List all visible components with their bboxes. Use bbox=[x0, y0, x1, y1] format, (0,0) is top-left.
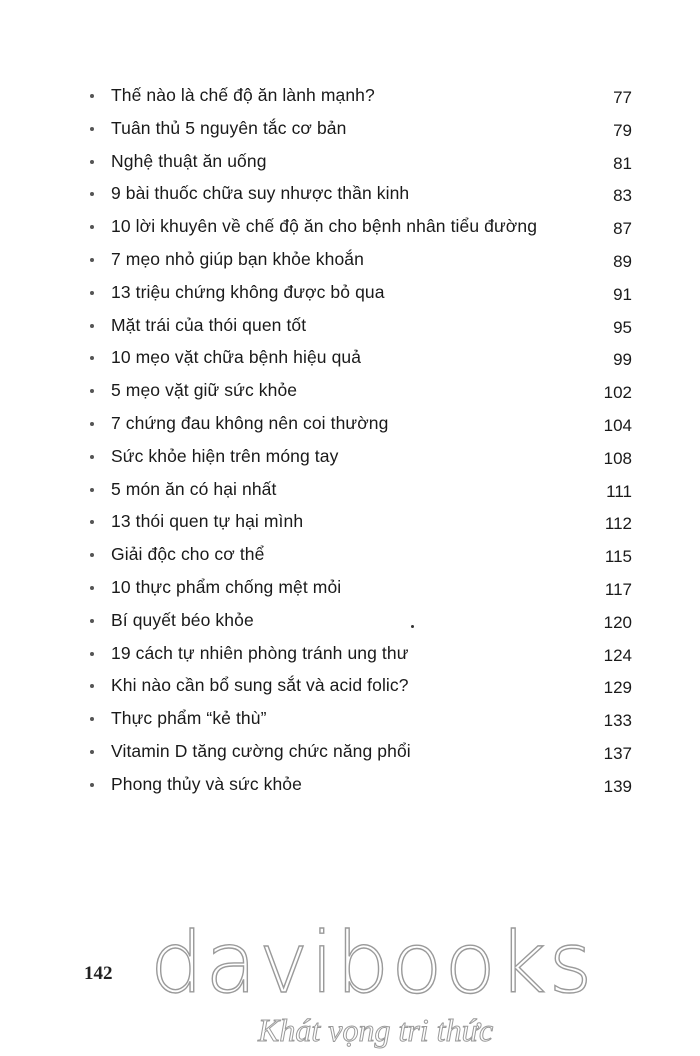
toc-entry-title: Thực phẩm “kẻ thù” bbox=[111, 708, 267, 729]
toc-entry-page: 111 bbox=[606, 481, 632, 501]
bullet-icon bbox=[90, 750, 94, 754]
bullet-icon bbox=[90, 192, 94, 196]
toc-entry bbox=[0, 344, 700, 377]
toc-entry-title: 13 triệu chứng không được bỏ qua bbox=[111, 281, 385, 302]
toc-entry-page: 95 bbox=[613, 317, 632, 337]
toc-entry bbox=[0, 377, 700, 410]
toc-entry bbox=[0, 246, 700, 279]
toc-entry-title: Bí quyết béo khỏe bbox=[111, 609, 254, 630]
toc-entry-title: Nghệ thuật ăn uống bbox=[111, 150, 267, 171]
bullet-icon bbox=[90, 389, 94, 393]
page-number: 142 bbox=[84, 963, 113, 984]
toc-entry-page: 77 bbox=[613, 88, 632, 107]
toc-entry-page: 99 bbox=[613, 350, 632, 370]
toc-entry-title: 10 thực phẩm chống mệt mỏi bbox=[111, 576, 342, 597]
bullet-icon bbox=[90, 520, 94, 524]
toc-entry-title: Mặt trái của thói quen tốt bbox=[111, 314, 307, 335]
toc-entry-title: 10 lời khuyên về chế độ ăn cho bệnh nhân tiểu đường bbox=[111, 216, 538, 237]
toc-entry-page: 120 bbox=[603, 612, 632, 632]
toc-entry-page: 112 bbox=[604, 514, 632, 534]
toc-entry-title: 5 mẹo vặt giữ sức khỏe bbox=[111, 380, 298, 401]
toc-entry-title: 7 mẹo nhỏ giúp bạn khỏe khoắn bbox=[111, 248, 364, 269]
watermark-tagline: Khát vọng tri thức bbox=[258, 1012, 494, 1048]
toc-entry-title: Phong thủy và sức khỏe bbox=[111, 773, 302, 794]
toc-entry-title: 19 cách tự nhiên phòng tránh ung thư bbox=[111, 642, 409, 663]
toc-entry bbox=[0, 738, 700, 771]
toc-entry bbox=[0, 115, 700, 148]
toc-entry bbox=[0, 476, 700, 509]
toc-entry bbox=[0, 705, 700, 738]
bullet-icon bbox=[90, 455, 94, 459]
toc-entry bbox=[0, 82, 700, 115]
toc-entry bbox=[0, 508, 700, 541]
toc-entry-title: 9 bài thuốc chữa suy nhược thần kinh bbox=[111, 183, 410, 204]
toc-entry-title: 5 món ăn có hại nhất bbox=[111, 478, 277, 499]
watermark-brand: davibooks bbox=[150, 914, 595, 1012]
stray-dot bbox=[411, 625, 414, 628]
toc-entry-title: 13 thói quen tự hại mình bbox=[111, 511, 304, 532]
toc-entry bbox=[0, 574, 700, 607]
bullet-icon bbox=[90, 94, 94, 98]
toc-entry-title: Khi nào cần bổ sung sắt và acid folic? bbox=[111, 675, 409, 696]
toc-entry bbox=[0, 443, 700, 476]
bullet-icon bbox=[90, 324, 94, 328]
bullet-icon bbox=[90, 717, 94, 721]
toc-entry-title: Tuân thủ 5 nguyên tắc cơ bản bbox=[111, 117, 347, 138]
toc-entry bbox=[0, 672, 700, 705]
toc-entry-title: 10 mẹo vặt chữa bệnh hiệu quả bbox=[111, 347, 362, 368]
bullet-icon bbox=[90, 783, 94, 787]
toc-entry-page: 81 bbox=[613, 153, 632, 173]
toc-entry-page: 133 bbox=[603, 711, 632, 731]
toc-entry-page: 129 bbox=[603, 678, 632, 698]
bullet-icon bbox=[90, 553, 94, 557]
bullet-icon bbox=[90, 488, 94, 492]
bullet-icon bbox=[90, 652, 94, 656]
bullet-icon bbox=[90, 127, 94, 131]
toc-entry-title: Sức khỏe hiện trên móng tay bbox=[111, 445, 339, 466]
toc-entry bbox=[0, 148, 700, 181]
toc-entry bbox=[0, 213, 700, 246]
bullet-icon bbox=[90, 356, 94, 360]
toc-entry-page: 117 bbox=[604, 579, 632, 599]
toc-entry-page: 79 bbox=[613, 120, 632, 140]
bullet-icon bbox=[90, 258, 94, 262]
toc-entry bbox=[0, 180, 700, 213]
toc-entry-page: 139 bbox=[603, 776, 632, 796]
bullet-icon bbox=[90, 684, 94, 688]
toc-entry bbox=[0, 279, 700, 312]
toc-entry-page: 89 bbox=[613, 251, 632, 271]
toc-entry-page: 91 bbox=[613, 284, 632, 304]
toc-entry-title: 7 chứng đau không nên coi thường bbox=[111, 412, 389, 433]
toc-entry bbox=[0, 410, 700, 443]
toc-entry bbox=[0, 541, 700, 574]
toc-entry-title: Thế nào là chế độ ăn lành mạnh? bbox=[111, 85, 375, 105]
table-of-contents bbox=[0, 82, 700, 804]
toc-entry bbox=[0, 312, 700, 345]
toc-entry-page: 108 bbox=[603, 448, 632, 468]
toc-entry-page: 115 bbox=[604, 547, 632, 567]
toc-entry-title: Giải độc cho cơ thể bbox=[111, 544, 265, 565]
bullet-icon bbox=[90, 422, 94, 426]
toc-entry-page: 137 bbox=[603, 743, 632, 763]
watermark bbox=[150, 914, 595, 1055]
toc-entry bbox=[0, 771, 700, 804]
toc-entry bbox=[0, 640, 700, 673]
toc-entry-page: 104 bbox=[603, 415, 632, 435]
bullet-icon bbox=[90, 225, 94, 229]
bullet-icon bbox=[90, 619, 94, 623]
toc-entry-page: 102 bbox=[603, 383, 632, 403]
bullet-icon bbox=[90, 586, 94, 590]
toc-entry-page: 83 bbox=[613, 186, 632, 206]
toc-entry-page: 124 bbox=[603, 645, 632, 665]
bullet-icon bbox=[90, 160, 94, 164]
toc-entry-page: 87 bbox=[613, 219, 632, 239]
bullet-icon bbox=[90, 291, 94, 295]
toc-entry bbox=[0, 607, 700, 640]
toc-entry-title: Vitamin D tăng cường chức năng phổi bbox=[111, 740, 411, 761]
